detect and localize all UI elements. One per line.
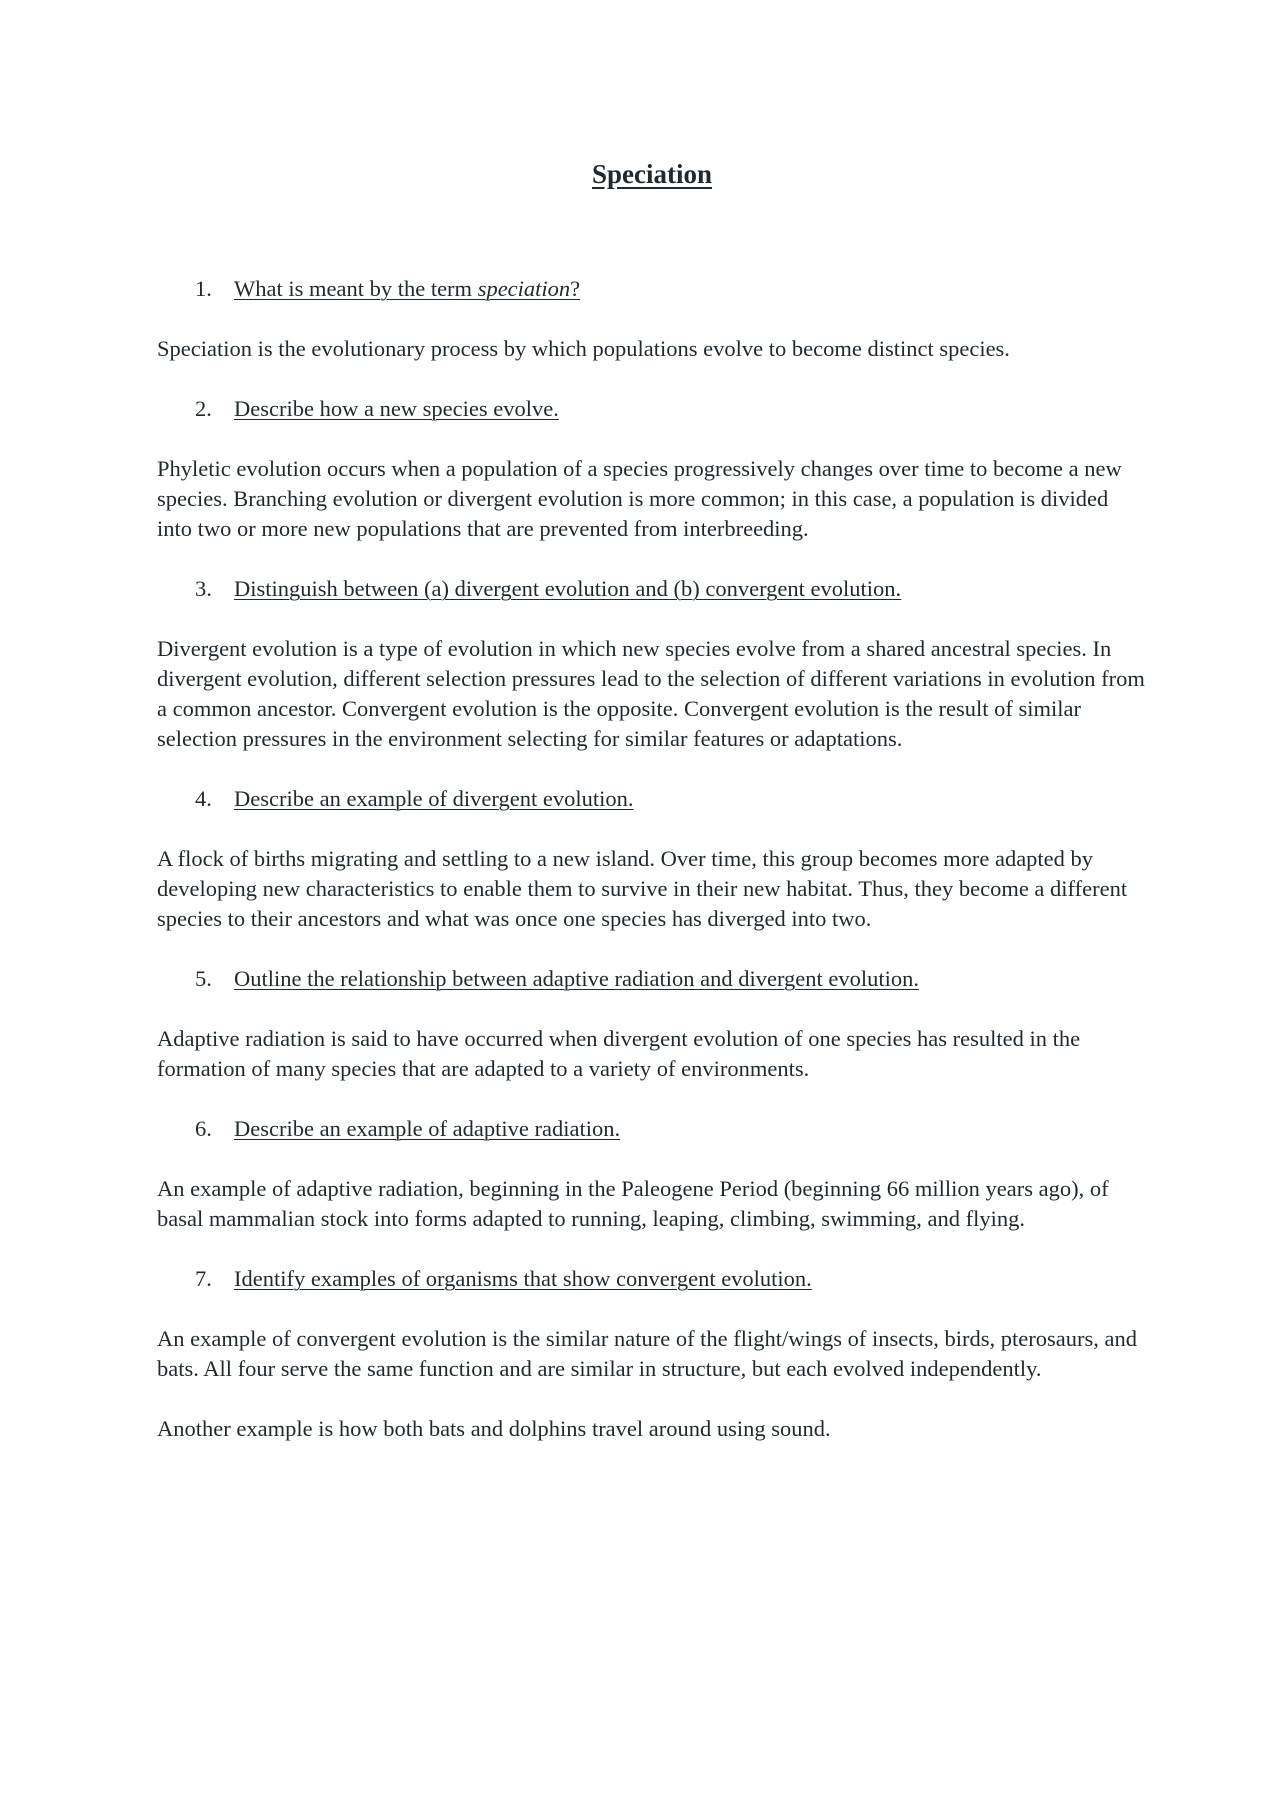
answer-5: Adaptive radiation is said to have occurred when divergent evolution of one species has resulted in the formation of many species that are adapted to a variety of environments. — [157, 1026, 1081, 1081]
question-number: 4. — [195, 786, 212, 811]
page-title: Speciation — [591, 159, 712, 189]
answer-4: A flock of births migrating and settling to a new island. Over time, this group becomes more adapted by developing new characteristics to enable them to survive in their new habitat. Thus, they become a different species to their ancestors and what was once one species has diverged into two. — [157, 846, 1128, 931]
question-number: 3. — [195, 576, 212, 601]
answer-1: Speciation is the evolutionary process by which populations evolve to become distinct species. — [157, 336, 1010, 361]
question-5 — [157, 964, 1147, 994]
question-1 — [157, 274, 1147, 304]
answer-7: An example of convergent evolution is the similar nature of the flight/wings of insects, birds, pterosaurs, and bats. All four serve the same function and are similar in structure, but each evolved independently. — [157, 1326, 1137, 1381]
question-3 — [157, 574, 1147, 604]
question-6 — [157, 1114, 1147, 1144]
question-text: Outline the relationship between adaptive radiation and divergent evolution. — [234, 966, 920, 991]
question-number: 7. — [195, 1266, 212, 1291]
question-number: 5. — [195, 966, 212, 991]
question-number: 2. — [195, 396, 212, 421]
answer-3: Divergent evolution is a type of evolution in which new species evolve from a shared ancestral species. In divergent evolution, different selection pressures lead to the selection of different variations in evolution from a common ancestor. Convergent evolution is the opposite. Convergent evolution is the result of similar selection pressures in the environment selecting for similar features or adaptations. — [157, 636, 1145, 751]
question-7 — [157, 1264, 1147, 1294]
answer-7-continued: Another example is how both bats and dolphins travel around using sound. — [157, 1416, 831, 1441]
answer-6: An example of adaptive radiation, beginning in the Paleogene Period (beginning 66 million years ago), of basal mammalian stock into forms adapted to running, leaping, climbing, swimming, and flying. — [157, 1176, 1109, 1231]
question-text: Describe how a new species evolve. — [234, 396, 559, 421]
question-4 — [157, 784, 1147, 814]
question-text: Distinguish between (a) divergent evolution and (b) convergent evolution. — [234, 576, 902, 601]
document-body — [157, 152, 1147, 1474]
question-text: Describe an example of adaptive radiation. — [234, 1116, 621, 1141]
question-text: Identify examples of organisms that show convergent evolution. — [234, 1266, 812, 1291]
question-text: Describe an example of divergent evolution. — [234, 786, 634, 811]
question-number: 1. — [195, 276, 212, 301]
question-text: What is meant by the term speciation? — [234, 276, 581, 301]
question-2 — [157, 394, 1147, 424]
question-number: 6. — [195, 1116, 212, 1141]
answer-2: Phyletic evolution occurs when a population of a species progressively changes over time to become a new species. Branching evolution or divergent evolution is more common; in this case, a population is divided into two or more new populations that are prevented from interbreeding. — [157, 456, 1122, 541]
